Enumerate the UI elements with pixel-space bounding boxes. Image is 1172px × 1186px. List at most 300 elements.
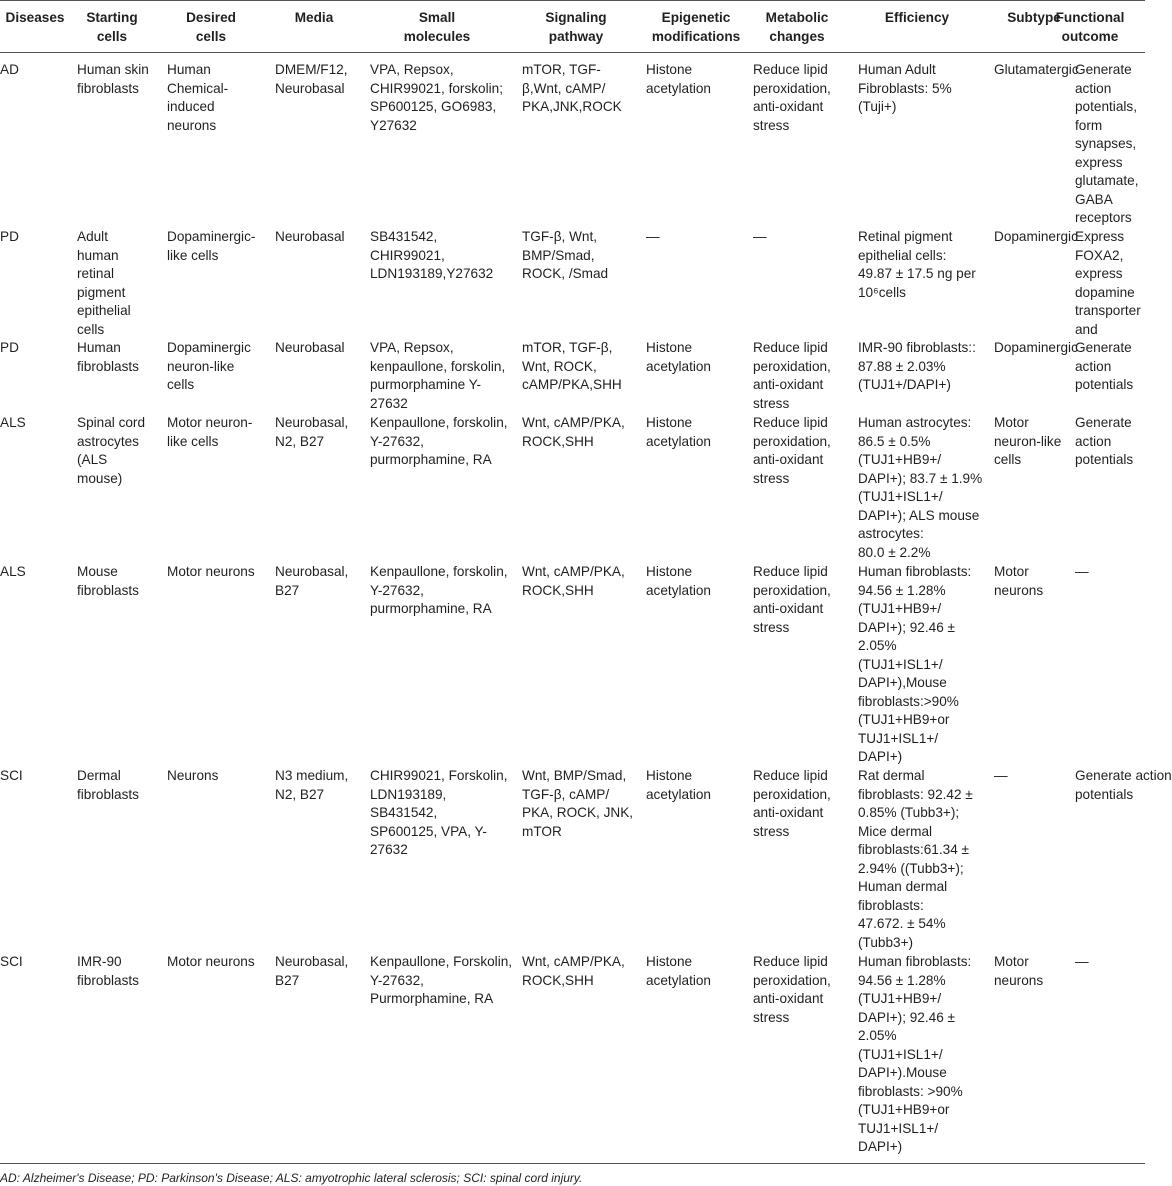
cell-line: 87.88 ± 2.03% xyxy=(858,358,946,374)
cell-line: 49.87 ± 17.5 ng per xyxy=(858,266,976,281)
cell-line: Chemical- xyxy=(167,80,229,96)
cell-line: Generate action xyxy=(1075,768,1172,783)
cell-diseases xyxy=(0,563,66,582)
cell-line: Generate xyxy=(1075,340,1132,355)
cell-line: ROCK,SHH xyxy=(522,433,594,449)
cell-line: purmorphamine, RA xyxy=(370,601,492,616)
cell-line: Motor xyxy=(994,564,1029,579)
cell-metabolic-changes xyxy=(753,767,856,841)
cell-signaling-pathway xyxy=(522,953,644,990)
cell-line: Reduce lipid xyxy=(753,564,828,579)
cell-line: Motor xyxy=(994,415,1029,430)
cell-diseases xyxy=(0,339,66,358)
cell-line: Histone xyxy=(646,62,693,77)
cell-line: SP600125, VPA, Y- xyxy=(370,823,487,839)
cell-line: Human xyxy=(167,62,211,77)
column-header-metabolic-changes xyxy=(752,9,842,46)
cell-line: peroxidation, xyxy=(753,358,831,374)
cell-line: potentials xyxy=(1075,452,1134,467)
cell-small-molecules xyxy=(370,228,520,284)
cell-line: DAPI+); 92.46 ± xyxy=(858,1009,956,1025)
cell-line: purmorphamine, RA xyxy=(370,452,492,467)
cell-line: — xyxy=(994,768,1008,783)
header-text: Efficiency xyxy=(884,10,950,25)
cell-signaling-pathway xyxy=(522,228,644,284)
cell-line: Human fibroblasts: xyxy=(858,564,972,579)
cell-line: neurons xyxy=(167,117,217,133)
cell-line: Wnt, ROCK, xyxy=(522,358,597,374)
cell-line: VPA, Repsox, xyxy=(370,62,454,77)
cell-line: Neurobasal xyxy=(275,340,345,355)
cell-functional-outcome xyxy=(1075,228,1145,339)
cell-line: SCI xyxy=(0,768,23,783)
cell-epigenetic-modifications xyxy=(646,228,751,247)
cell-line: GABA xyxy=(1075,191,1113,207)
cell-line: Generate xyxy=(1075,415,1132,430)
cell-line: Generate xyxy=(1075,62,1132,77)
cell-line: fibroblasts:>90% xyxy=(858,693,959,709)
cell-line: Y27632 xyxy=(370,117,417,133)
cell-desired-cells xyxy=(167,61,273,135)
cell-line: Neurobasal, xyxy=(275,564,349,579)
cell-line: β,Wnt, cAMP/ xyxy=(522,80,606,96)
cell-diseases xyxy=(0,953,66,972)
cell-epigenetic-modifications xyxy=(646,414,751,451)
cell-line: Motor xyxy=(994,954,1029,969)
cell-line: human xyxy=(77,247,119,263)
cell-line: PKA,JNK,ROCK xyxy=(522,99,622,114)
cell-line: retinal xyxy=(77,266,115,281)
cell-line: LDN193189,Y27632 xyxy=(370,266,494,281)
cell-line: express xyxy=(1075,266,1123,281)
cell-line: and xyxy=(1075,321,1098,337)
cell-line: acetylation xyxy=(646,80,711,96)
cell-line: fibroblasts:61.34 ± xyxy=(858,842,969,857)
cell-line: like cells xyxy=(167,433,219,449)
header-text: modifications xyxy=(651,28,741,44)
cell-efficiency xyxy=(858,563,992,767)
header-text: Epigenetic xyxy=(661,10,731,25)
cell-line: fibroblasts xyxy=(77,80,139,96)
cell-line: — xyxy=(646,229,660,244)
cell-small-molecules xyxy=(370,339,520,413)
cell-line: Reduce lipid xyxy=(753,415,828,430)
cell-metabolic-changes xyxy=(753,953,856,1027)
cell-epigenetic-modifications xyxy=(646,767,751,804)
cell-small-molecules xyxy=(370,61,520,135)
cell-line: IMR-90 fibroblasts:: xyxy=(858,340,976,355)
cell-epigenetic-modifications xyxy=(646,339,751,376)
cell-metabolic-changes xyxy=(753,414,856,488)
cell-line: neurons xyxy=(994,972,1044,988)
cell-diseases xyxy=(0,767,66,786)
cell-line: Y-27632, xyxy=(370,433,424,449)
cell-line: 2.05% xyxy=(858,638,897,653)
cell-line: — xyxy=(753,229,767,244)
cell-subtype xyxy=(994,61,1079,80)
cell-diseases xyxy=(0,61,66,80)
cell-starting-cells xyxy=(77,339,165,376)
cell-line: (TUJ1+ISL1+/ xyxy=(858,656,943,672)
cell-line: anti-oxidant xyxy=(753,805,824,820)
cell-line: acetylation xyxy=(646,582,711,598)
cell-desired-cells xyxy=(167,414,273,451)
column-header-desired-cells xyxy=(176,9,246,46)
cell-starting-cells xyxy=(77,228,165,339)
cell-line: like cells xyxy=(167,247,219,263)
cell-small-molecules xyxy=(370,767,520,860)
cell-line: (TUJ1+ISL1+/ xyxy=(858,489,943,504)
cell-line: SCI xyxy=(0,954,23,969)
cell-line: glutamate, xyxy=(1075,173,1139,188)
cell-line: SB431542, xyxy=(370,229,438,244)
cell-line: stress xyxy=(753,1009,790,1025)
cell-line: mouse) xyxy=(77,470,123,486)
cell-line: Human fibroblasts: xyxy=(858,954,972,969)
cell-line: anti-oxidant xyxy=(753,377,824,392)
cell-line: Mouse xyxy=(77,564,118,579)
cell-line: epithelial cells: xyxy=(858,247,947,263)
cell-line: Wnt, BMP/Smad, xyxy=(522,768,627,783)
cell-line: Human dermal xyxy=(858,879,948,894)
cell-line: Glutamatergic xyxy=(994,62,1079,77)
cell-line: Neurobasal xyxy=(275,229,345,244)
cell-line: Dopaminergic- xyxy=(167,229,256,244)
header-text: Media xyxy=(294,10,334,25)
cell-line: anti-oxidant xyxy=(753,452,824,467)
cell-line: synapses, xyxy=(1075,136,1137,151)
cell-line: Rat dermal xyxy=(858,768,925,783)
header-text: Functional xyxy=(1055,10,1125,25)
cell-line: induced xyxy=(167,99,215,114)
cell-line: 2.94% ((Tubb3+); xyxy=(858,860,964,876)
cell-efficiency xyxy=(858,61,992,117)
cell-line: action xyxy=(1075,80,1112,96)
header-text: Starting xyxy=(86,10,138,25)
cell-line: Reduce lipid xyxy=(753,340,828,355)
cell-line: (TUJ1+/DAPI+) xyxy=(858,377,951,392)
cell-line: AD xyxy=(0,62,19,77)
cell-line: Dermal xyxy=(77,768,121,783)
header-text: molecules xyxy=(403,28,471,44)
cell-functional-outcome xyxy=(1075,767,1172,804)
cell-media xyxy=(275,953,368,990)
cell-line: Motor neuron- xyxy=(167,415,253,430)
cell-desired-cells xyxy=(167,563,273,582)
cell-line: purmorphamine Y- xyxy=(370,377,482,392)
cell-subtype xyxy=(994,563,1073,600)
cell-line: mTOR, TGF-β, xyxy=(522,340,613,355)
cell-line: 86.5 ± 0.5% xyxy=(858,433,931,449)
cell-efficiency xyxy=(858,339,992,395)
cell-line: Express xyxy=(1075,229,1125,244)
cell-starting-cells xyxy=(77,767,165,804)
cell-line: CHIR99021, Forskolin, xyxy=(370,768,508,783)
header-text: Metabolic xyxy=(765,10,829,25)
table-header-rule xyxy=(0,52,1145,53)
column-header-diseases xyxy=(0,9,70,28)
cell-line: dopamine xyxy=(1075,284,1135,300)
cell-line: PD xyxy=(0,340,19,355)
cell-line: SP600125, GO6983, xyxy=(370,99,497,114)
cell-line: fibroblasts xyxy=(77,358,139,374)
cell-efficiency xyxy=(858,414,992,562)
cell-line: fibroblasts: 92.42 ± xyxy=(858,786,973,802)
cell-line: Neurons xyxy=(167,768,219,783)
cell-line: fibroblasts: xyxy=(858,897,924,913)
cell-line: B27 xyxy=(275,972,300,988)
cell-line: ROCK, /Smad xyxy=(522,266,609,281)
header-text: Desired xyxy=(186,10,236,25)
cell-line: (Tuji+) xyxy=(858,99,897,114)
cell-desired-cells xyxy=(167,228,273,265)
cell-metabolic-changes xyxy=(753,563,856,637)
cell-metabolic-changes xyxy=(753,339,856,413)
cell-signaling-pathway xyxy=(522,339,644,395)
header-text: Small xyxy=(418,10,456,25)
cell-line: FOXA2, xyxy=(1075,247,1124,263)
cell-line: Kenpaullone, forskolin, xyxy=(370,415,508,430)
table-footnote: AD: Alzheimer's Disease; PD: Parkinson's Disease; ALS: amyotrophic lateral sclerosis; SCI: spinal cord injury. xyxy=(0,1171,583,1185)
cell-line: (ALS xyxy=(77,452,108,467)
cell-line: DAPI+).Mouse xyxy=(858,1065,947,1080)
cell-line: action xyxy=(1075,358,1112,374)
cell-line: 10⁶cells xyxy=(858,284,906,300)
cell-line: SB431542, xyxy=(370,805,438,820)
cell-line: transporter xyxy=(1075,303,1141,318)
cell-signaling-pathway xyxy=(522,61,644,117)
cell-line: mTOR, TGF- xyxy=(522,62,601,77)
cell-line: Neurobasal, xyxy=(275,954,349,969)
cell-line: PKA, ROCK, JNK, xyxy=(522,805,634,820)
cell-line: — xyxy=(1075,564,1089,579)
cell-line: stress xyxy=(753,117,790,133)
column-header-epigenetic-modifications xyxy=(641,9,751,46)
cell-line: cAMP/PKA,SHH xyxy=(522,377,622,392)
cell-line: Human astrocytes: xyxy=(858,415,972,430)
column-header-functional-outcome xyxy=(1035,9,1145,46)
table-bottom-rule xyxy=(0,1163,1145,1164)
cell-line: DAPI+); 83.7 ± 1.9% xyxy=(858,470,983,486)
cell-line: potentials xyxy=(1075,377,1134,392)
cell-line: B27 xyxy=(275,582,300,598)
cell-line: Neurobasal, xyxy=(275,415,349,430)
cell-line: 94.56 ± 1.28% xyxy=(858,582,946,598)
cell-line: acetylation xyxy=(646,786,711,802)
cell-line: action xyxy=(1075,433,1112,449)
cell-line: ROCK,SHH xyxy=(522,972,594,988)
cell-line: stress xyxy=(753,823,790,839)
header-text: pathway xyxy=(548,28,604,44)
cell-line: TUJ1+ISL1+/ xyxy=(858,1120,939,1136)
header-text: cells xyxy=(195,28,227,44)
cell-line: Neurobasal xyxy=(275,80,345,96)
cell-line: anti-oxidant xyxy=(753,601,824,616)
cell-line: kenpaullone, forskolin, xyxy=(370,358,506,374)
cell-efficiency xyxy=(858,953,992,1157)
cell-line: TGF-β, cAMP/ xyxy=(522,786,610,802)
cell-line: TUJ1+ISL1+/ xyxy=(858,730,939,746)
cell-line: neurons xyxy=(994,582,1044,598)
column-header-media xyxy=(279,9,349,28)
cell-starting-cells xyxy=(77,61,165,98)
cell-line: 47.672. ± 54% xyxy=(858,916,946,931)
cell-line: Dopaminergic xyxy=(167,340,251,355)
cell-line: fibroblasts: >90% xyxy=(858,1083,963,1099)
cell-line: Histone xyxy=(646,768,693,783)
cell-line: cells xyxy=(167,377,195,392)
cell-line: Reduce lipid xyxy=(753,768,828,783)
cell-line: potentials xyxy=(1075,786,1134,802)
cell-line: cells xyxy=(77,321,105,337)
cell-line: Dopaminergic xyxy=(994,229,1078,244)
cell-media xyxy=(275,228,368,247)
cell-efficiency xyxy=(858,228,992,302)
cell-efficiency xyxy=(858,767,992,952)
cell-line: N2, B27 xyxy=(275,433,325,449)
table-header-row xyxy=(0,0,1145,53)
cell-subtype xyxy=(994,228,1078,247)
cell-line: DAPI+); ALS mouse xyxy=(858,507,980,523)
cell-line: N2, B27 xyxy=(275,786,325,802)
cell-subtype xyxy=(994,953,1073,990)
cell-desired-cells xyxy=(167,953,273,972)
cell-line: Adult xyxy=(77,229,108,244)
column-header-efficiency xyxy=(872,9,962,28)
cell-line: Purmorphamine, RA xyxy=(370,991,494,1006)
cell-epigenetic-modifications xyxy=(646,953,751,990)
cell-line: Histone xyxy=(646,340,693,355)
cell-line: peroxidation, xyxy=(753,80,831,96)
cell-desired-cells xyxy=(167,767,273,786)
cell-line: peroxidation, xyxy=(753,582,831,598)
cell-line: astrocytes xyxy=(77,433,139,449)
column-header-starting-cells xyxy=(77,9,147,46)
cell-diseases xyxy=(0,228,66,247)
cell-line: astrocytes: xyxy=(858,526,924,541)
cell-line: ALS xyxy=(0,564,26,579)
cell-line: PD xyxy=(0,229,19,244)
header-text: Subtype xyxy=(1007,10,1061,25)
cell-line: — xyxy=(1075,954,1089,969)
cell-signaling-pathway xyxy=(522,563,644,600)
cell-starting-cells xyxy=(77,563,165,600)
cell-line: acetylation xyxy=(646,358,711,374)
header-text: Signaling xyxy=(545,10,607,25)
cell-line: Mice dermal xyxy=(858,823,933,839)
cell-subtype xyxy=(994,339,1078,358)
cell-subtype xyxy=(994,767,1073,786)
cell-line: Human xyxy=(77,340,121,355)
cell-line: peroxidation, xyxy=(753,433,831,449)
cell-line: DAPI+) xyxy=(858,1139,903,1154)
cell-line: Y-27632, xyxy=(370,582,424,598)
cell-line: epithelial xyxy=(77,303,131,318)
cell-line: Fibroblasts: 5% xyxy=(858,80,952,96)
cell-line: CHIR99021, xyxy=(370,247,445,263)
cell-line: 27632 xyxy=(370,395,408,411)
cell-signaling-pathway xyxy=(522,414,644,451)
cell-line: fibroblasts xyxy=(77,786,139,802)
cell-line: 2.05% xyxy=(858,1028,897,1043)
cell-line: Retinal pigment xyxy=(858,229,953,244)
column-header-small-molecules xyxy=(392,9,482,46)
cell-line: Wnt, cAMP/PKA, xyxy=(522,954,625,969)
cell-media xyxy=(275,414,368,451)
cell-line: (TUJ1+ISL1+/ xyxy=(858,1046,943,1062)
cell-line: Kenpaullone, forskolin, xyxy=(370,564,508,579)
cell-line: Y-27632, xyxy=(370,972,424,988)
cell-line: DAPI+),Mouse xyxy=(858,675,947,690)
cell-line: (TUJ1+HB9+or xyxy=(858,1102,950,1117)
cell-subtype xyxy=(994,414,1073,470)
cell-desired-cells xyxy=(167,339,273,395)
cell-line: stress xyxy=(753,395,790,411)
cell-media xyxy=(275,767,368,804)
cell-line: cells xyxy=(994,452,1022,467)
cell-line: receptors xyxy=(1075,210,1132,225)
cell-line: Reduce lipid xyxy=(753,62,828,77)
cell-line: Dopaminergic xyxy=(994,340,1078,355)
cell-line: form xyxy=(1075,117,1103,133)
cell-signaling-pathway xyxy=(522,767,644,841)
cell-line: Kenpaullone, Forskolin, xyxy=(370,954,513,969)
header-text: outcome xyxy=(1061,28,1119,44)
cell-media xyxy=(275,563,368,600)
cell-starting-cells xyxy=(77,414,165,488)
cell-epigenetic-modifications xyxy=(646,61,751,98)
cell-functional-outcome xyxy=(1075,61,1145,228)
cell-line: BMP/Smad, xyxy=(522,247,595,263)
cell-line: Wnt, cAMP/PKA, xyxy=(522,564,625,579)
cell-line: Motor neurons xyxy=(167,954,255,969)
column-header-signaling-pathway xyxy=(531,9,621,46)
cell-line: peroxidation, xyxy=(753,786,831,802)
cell-line: 0.85% (Tubb3+); xyxy=(858,805,960,820)
cell-line: TGF-β, Wnt, xyxy=(522,229,598,244)
cell-line: (TUJ1+HB9+/ xyxy=(858,991,942,1006)
cell-line: stress xyxy=(753,619,790,635)
cell-line: acetylation xyxy=(646,433,711,449)
cell-small-molecules xyxy=(370,414,520,470)
cell-line: Wnt, cAMP/PKA, xyxy=(522,415,625,430)
cell-line: (Tubb3+) xyxy=(858,934,914,950)
cell-metabolic-changes xyxy=(753,228,856,247)
cell-diseases xyxy=(0,414,66,433)
cell-line: Human skin xyxy=(77,62,149,77)
cell-small-molecules xyxy=(370,563,520,619)
cell-line: ROCK,SHH xyxy=(522,582,594,598)
cell-media xyxy=(275,339,368,358)
cell-line: anti-oxidant xyxy=(753,99,824,114)
cell-line: DAPI+) xyxy=(858,749,903,764)
cell-small-molecules xyxy=(370,953,520,1009)
cell-line: ALS xyxy=(0,415,26,430)
cell-line: mTOR xyxy=(522,823,562,839)
cell-line: (TUJ1+HB9+/ xyxy=(858,601,942,616)
cell-line: (TUJ1+HB9+or xyxy=(858,712,950,727)
cell-line: anti-oxidant xyxy=(753,991,824,1006)
cell-line: (TUJ1+HB9+/ xyxy=(858,452,942,467)
cell-line: Reduce lipid xyxy=(753,954,828,969)
cell-starting-cells xyxy=(77,953,165,990)
cell-line: fibroblasts xyxy=(77,972,139,988)
cell-line: Histone xyxy=(646,954,693,969)
cell-functional-outcome xyxy=(1075,953,1145,972)
cell-functional-outcome xyxy=(1075,563,1145,582)
header-text: cells xyxy=(96,28,128,44)
cell-line: neuron-like xyxy=(994,433,1062,449)
